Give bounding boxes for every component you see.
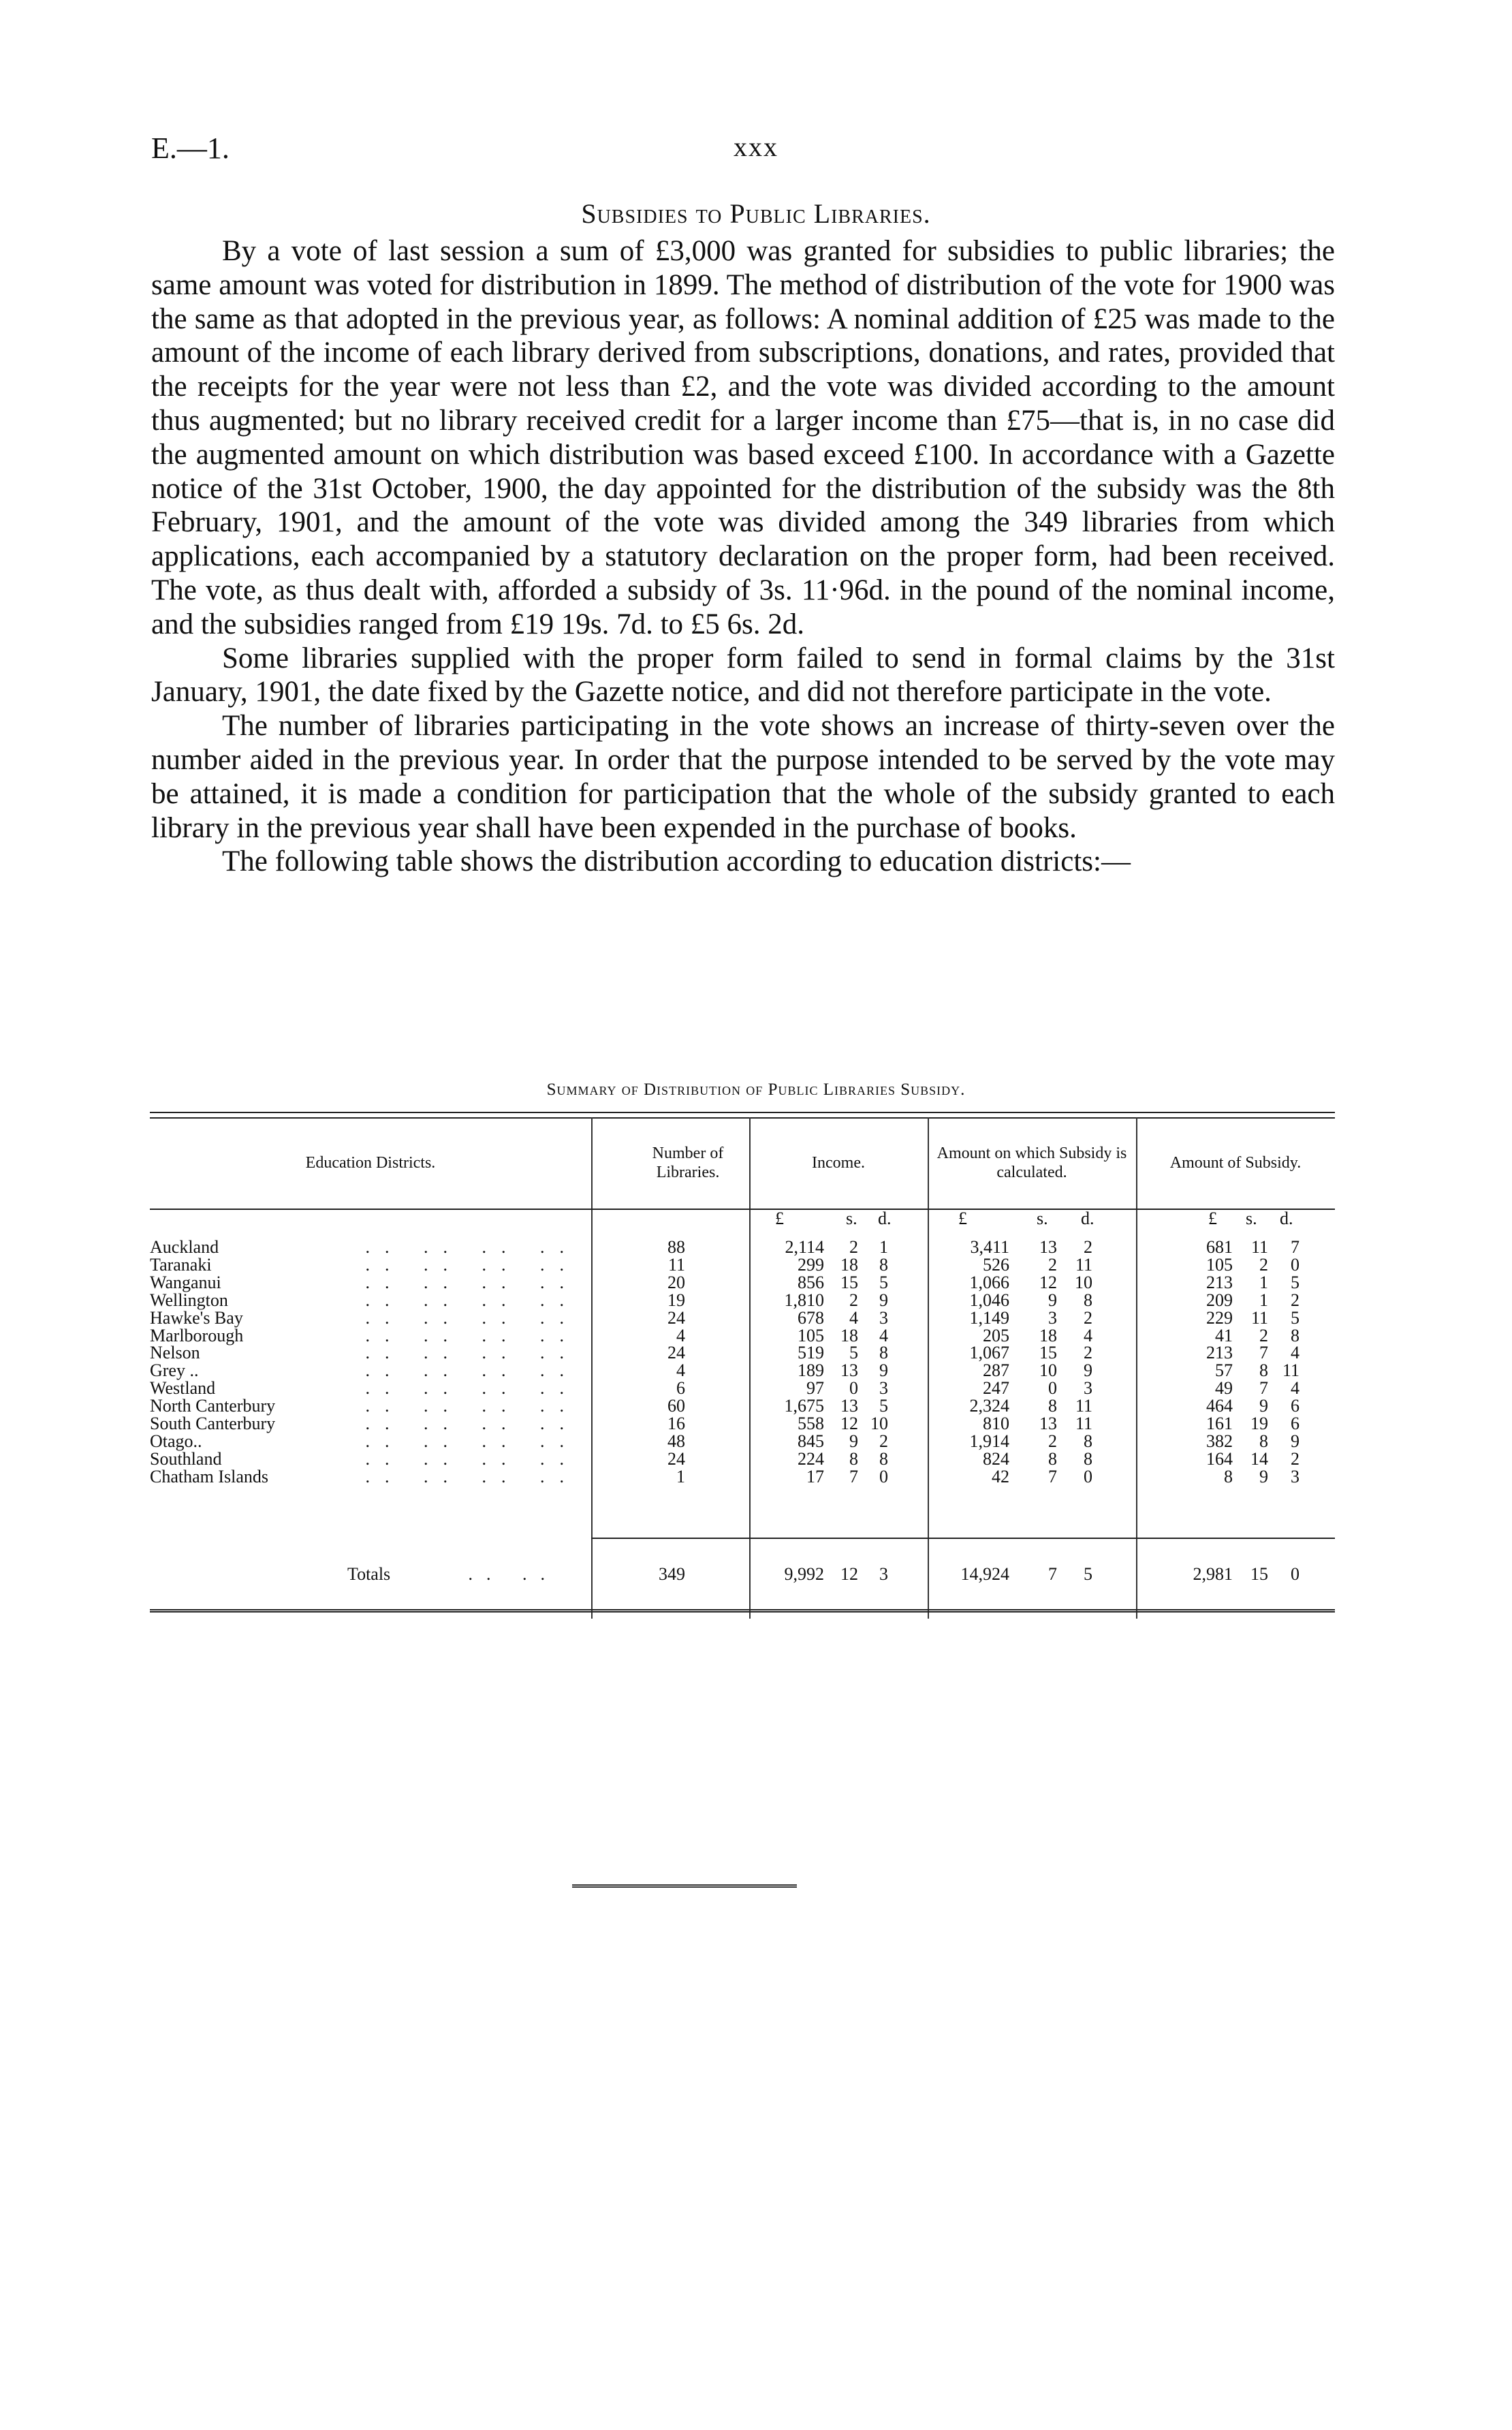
table-row	[150, 1380, 1335, 1397]
income-shillings-cell: 2	[849, 1290, 858, 1310]
leader-dots: .. .. .. ..	[365, 1307, 579, 1328]
number-of-libraries-cell: 1	[676, 1466, 685, 1486]
table-bottom-rule	[150, 1609, 1335, 1613]
amount-calculated-shillings-cell: 2	[1048, 1431, 1057, 1451]
leader-dots: .. .. .. ..	[365, 1360, 579, 1381]
amount-calculated-pence-cell: 2	[1084, 1307, 1092, 1328]
table-row	[150, 1450, 1335, 1468]
subsidy-pounds-cell: 164	[1206, 1448, 1233, 1469]
subsidy-shillings-cell: 1	[1259, 1272, 1268, 1292]
number-of-libraries-cell: 19	[667, 1290, 685, 1310]
unit-shillings: s.	[1037, 1209, 1048, 1228]
district-name: Marlborough	[150, 1325, 244, 1345]
leader-dots: .. .. .. ..	[365, 1396, 579, 1416]
amount-calculated-pounds-cell: 3,411	[970, 1237, 1009, 1257]
district-name: North Canterbury	[150, 1396, 276, 1416]
leader-dots: .. .. .. ..	[365, 1272, 579, 1292]
leader-dots: .. .. .. ..	[365, 1414, 579, 1433]
amount-calculated-shillings-cell: 8	[1048, 1396, 1057, 1416]
subsidy-pounds-cell: 382	[1206, 1431, 1233, 1451]
income-pence-cell: 8	[879, 1343, 888, 1363]
leader-dots: .. .. .. ..	[365, 1237, 579, 1257]
paragraph: By a vote of last session a sum of £3,000 was granted for subsidies to public libraries; the same amount was voted for distribution in 1899. The method of distribution of the vote for 1900 was the same as that adopted in the previous year, as follows: A nominal addition of £25 was made to the amount of the income of each library derived from subscriptions, donations, and rates, provided that the receipts for the year were not less than £2, and the vote was divided according to the amount thus augmented; but no library received credit for a larger income than £75—that is, in no case did the augmented amount on which distribution was based exceed £100. In accordance with a Gazette notice of the 31st October, 1900, the day appointed for the distribution of the subsidy was the 8th February, 1901, and the amount of the vote was divided among the 349 libraries from which applications, each accompanied by a statutory declaration on the proper form, had been received. The vote, as thus dealt with, afforded a subsidy of 3s. 11·96d. in the pound of the nominal income, and the subsidies ranged from £19 19s. 7d. to £5 6s. 2d.	[151, 235, 1335, 640]
amount-calculated-shillings-cell: 8	[1048, 1448, 1057, 1469]
leader-dots: .. .. .. ..	[365, 1448, 579, 1469]
subsidy-pence-cell: 6	[1291, 1414, 1300, 1433]
income-pence-cell: 9	[879, 1290, 888, 1310]
subsidy-pence-cell: 7	[1291, 1237, 1300, 1257]
district-name: Chatham Islands	[150, 1466, 269, 1486]
subsidy-pence-cell: 5	[1291, 1307, 1300, 1328]
number-of-libraries-cell: 20	[667, 1272, 685, 1292]
amount-calculated-pence-cell: 11	[1075, 1396, 1092, 1416]
amount-calculated-shillings-cell: 7	[1048, 1466, 1057, 1486]
totals-subsidy-shillings: 15	[1250, 1564, 1268, 1584]
amount-calculated-shillings-cell: 0	[1048, 1378, 1057, 1399]
income-pounds-cell: 1,675	[784, 1396, 824, 1416]
subsidy-shillings-cell: 8	[1259, 1360, 1268, 1381]
number-of-libraries-cell: 24	[667, 1448, 685, 1469]
amount-calculated-pence-cell: 8	[1084, 1431, 1092, 1451]
subsidy-shillings-cell: 19	[1250, 1414, 1268, 1433]
amount-calculated-pounds-cell: 810	[983, 1414, 1009, 1433]
unit-shillings: s.	[1246, 1209, 1257, 1228]
table-row	[150, 1344, 1335, 1362]
amount-calculated-pounds-cell: 2,324	[969, 1396, 1009, 1416]
totals-row	[150, 1566, 1335, 1583]
page-reference: E.—1.	[151, 131, 230, 165]
income-pence-cell: 8	[879, 1254, 888, 1275]
district-name: South Canterbury	[150, 1414, 276, 1433]
income-pence-cell: 3	[879, 1307, 888, 1328]
subsidy-shillings-cell: 2	[1259, 1254, 1268, 1275]
amount-calculated-pence-cell: 8	[1084, 1448, 1092, 1469]
number-of-libraries-cell: 4	[676, 1360, 685, 1381]
totals-subsidy-pence: 0	[1291, 1564, 1300, 1584]
amount-calculated-shillings-cell: 12	[1039, 1272, 1057, 1292]
subsidy-shillings-cell: 7	[1259, 1378, 1268, 1399]
table-row	[150, 1256, 1335, 1274]
leader-dots: .. .. .. ..	[365, 1325, 579, 1345]
amount-calculated-pounds-cell: 1,067	[969, 1343, 1009, 1363]
amount-calculated-shillings-cell: 13	[1039, 1237, 1057, 1257]
district-name: Grey ..	[150, 1360, 199, 1381]
district-name: Nelson	[150, 1343, 200, 1363]
number-of-libraries-cell: 4	[676, 1325, 685, 1345]
number-of-libraries-cell: 48	[667, 1431, 685, 1451]
subsidy-shillings-cell: 1	[1259, 1290, 1268, 1310]
amount-calculated-pounds-cell: 526	[983, 1254, 1009, 1275]
leader-dots: .. .. .. ..	[365, 1431, 579, 1451]
table-row	[150, 1433, 1335, 1450]
income-pence-cell: 2	[879, 1431, 888, 1451]
income-pence-cell: 4	[879, 1325, 888, 1345]
amount-calculated-pence-cell: 10	[1075, 1272, 1092, 1292]
totals-calc-pence: 5	[1084, 1564, 1092, 1584]
amount-calculated-pence-cell: 8	[1084, 1290, 1092, 1310]
subsidy-pounds-cell: 41	[1215, 1325, 1233, 1345]
income-pence-cell: 10	[870, 1414, 888, 1433]
amount-calculated-pounds-cell: 287	[983, 1360, 1009, 1381]
district-name: Wellington	[150, 1290, 228, 1310]
subsidy-pounds-cell: 213	[1206, 1272, 1233, 1292]
amount-calculated-pounds-cell: 1,149	[969, 1307, 1009, 1328]
income-pounds-cell: 558	[798, 1414, 824, 1433]
district-name: Auckland	[150, 1237, 219, 1257]
totals-dots: .. ..	[468, 1564, 558, 1584]
district-name: Westland	[150, 1378, 216, 1399]
income-shillings-cell: 15	[840, 1272, 858, 1292]
header-rule	[150, 1209, 1335, 1210]
leader-dots: .. .. .. ..	[365, 1378, 579, 1399]
totals-income-pence: 3	[879, 1564, 888, 1584]
amount-calculated-shillings-cell: 10	[1039, 1360, 1057, 1381]
subsidy-pence-cell: 5	[1291, 1272, 1300, 1292]
subsidy-shillings-cell: 8	[1259, 1431, 1268, 1451]
number-of-libraries-cell: 6	[676, 1378, 685, 1399]
totals-rule	[591, 1538, 1335, 1539]
leader-dots: .. .. .. ..	[365, 1343, 579, 1363]
totals-subsidy-pounds: 2,981	[1193, 1564, 1233, 1584]
income-shillings-cell: 0	[849, 1378, 858, 1399]
income-shillings-cell: 18	[840, 1325, 858, 1345]
unit-pence: d.	[878, 1209, 892, 1228]
unit-pounds: £	[958, 1209, 967, 1228]
subsidy-pence-cell: 6	[1291, 1396, 1300, 1416]
subsidy-pounds-cell: 57	[1215, 1360, 1233, 1381]
amount-calculated-pence-cell: 11	[1075, 1414, 1092, 1433]
leader-dots: .. .. .. ..	[365, 1290, 579, 1310]
subsidy-pounds-cell: 161	[1206, 1414, 1233, 1433]
subsidy-shillings-cell: 2	[1259, 1325, 1268, 1345]
subsidy-pence-cell: 3	[1291, 1466, 1300, 1486]
number-of-libraries-cell: 11	[667, 1254, 685, 1275]
income-pounds-cell: 856	[798, 1272, 824, 1292]
column-header-number: Number of Libraries.	[652, 1144, 724, 1181]
column-header-amount-calculated: Amount on which Subsidy is calculated.	[936, 1144, 1127, 1181]
subsidy-pence-cell: 0	[1291, 1254, 1300, 1275]
table-row	[150, 1362, 1335, 1380]
income-pounds-cell: 17	[806, 1466, 824, 1486]
column-header-district: Education Districts.	[305, 1154, 436, 1172]
totals-calc-pounds: 14,924	[960, 1564, 1009, 1584]
amount-calculated-pounds-cell: 1,914	[969, 1431, 1009, 1451]
unit-pounds: £	[775, 1209, 784, 1228]
page-number: xxx	[734, 131, 778, 162]
income-shillings-cell: 9	[849, 1431, 858, 1451]
district-name: Hawke's Bay	[150, 1307, 243, 1328]
income-shillings-cell: 12	[840, 1414, 858, 1433]
paragraph: The number of libraries participating in the vote shows an increase of thirty-seven over the number aided in the previous year. In order that the purpose intended to be served by the vote may be attained, it is made a condition for participation that the whole of the subsidy granted to each library in the previous year shall have been expended in the purchase of books.	[151, 710, 1335, 844]
income-pounds-cell: 299	[798, 1254, 824, 1275]
district-name: Otago..	[150, 1431, 202, 1451]
amount-calculated-shillings-cell: 13	[1039, 1414, 1057, 1433]
table-row	[150, 1274, 1335, 1292]
table-row	[150, 1292, 1335, 1309]
subsidy-shillings-cell: 14	[1250, 1448, 1268, 1469]
table-row	[150, 1468, 1335, 1486]
totals-income-pounds: 9,992	[784, 1564, 824, 1584]
amount-calculated-pounds-cell: 205	[983, 1325, 1009, 1345]
subsidy-shillings-cell: 11	[1250, 1237, 1268, 1257]
subsidy-pence-cell: 11	[1282, 1360, 1300, 1381]
table-top-rule	[150, 1112, 1335, 1113]
totals-number: 349	[659, 1564, 685, 1584]
totals-calc-shillings: 7	[1048, 1564, 1057, 1584]
number-of-libraries-cell: 60	[667, 1396, 685, 1416]
subsidy-pounds-cell: 681	[1206, 1237, 1233, 1257]
amount-calculated-pounds-cell: 247	[983, 1378, 1009, 1399]
leader-dots: .. .. .. ..	[365, 1466, 579, 1486]
unit-pence: d.	[1280, 1209, 1293, 1228]
column-header-income: Income.	[812, 1154, 865, 1172]
subsidy-pence-cell: 9	[1291, 1431, 1300, 1451]
income-pence-cell: 5	[879, 1272, 888, 1292]
income-shillings-cell: 4	[849, 1307, 858, 1328]
income-shillings-cell: 8	[849, 1448, 858, 1469]
amount-calculated-pence-cell: 11	[1075, 1254, 1092, 1275]
subsidy-pence-cell: 2	[1291, 1448, 1300, 1469]
income-pence-cell: 8	[879, 1448, 888, 1469]
income-pounds-cell: 97	[806, 1378, 824, 1399]
number-of-libraries-cell: 24	[667, 1307, 685, 1328]
subsidy-pounds-cell: 49	[1215, 1378, 1233, 1399]
table-row	[150, 1327, 1335, 1345]
income-pence-cell: 5	[879, 1396, 888, 1416]
amount-calculated-pence-cell: 2	[1084, 1237, 1092, 1257]
subsidy-shillings-cell: 9	[1259, 1466, 1268, 1486]
income-shillings-cell: 5	[849, 1343, 858, 1363]
subsidy-pounds-cell: 209	[1206, 1290, 1233, 1310]
amount-calculated-pounds-cell: 824	[983, 1448, 1009, 1469]
amount-calculated-pounds-cell: 1,046	[969, 1290, 1009, 1310]
income-pounds-cell: 189	[798, 1360, 824, 1381]
subsidy-pounds-cell: 464	[1206, 1396, 1233, 1416]
income-pence-cell: 9	[879, 1360, 888, 1381]
income-pounds-cell: 845	[798, 1431, 824, 1451]
income-pounds-cell: 224	[798, 1448, 824, 1469]
income-pounds-cell: 678	[798, 1307, 824, 1328]
subsidy-pounds-cell: 229	[1206, 1307, 1233, 1328]
subsidy-pence-cell: 8	[1291, 1325, 1300, 1345]
unit-pence: d.	[1081, 1209, 1094, 1228]
section-title: Subsidies to Public Libraries.	[581, 198, 931, 229]
totals-label: Totals	[347, 1564, 391, 1584]
income-pence-cell: 0	[879, 1466, 888, 1486]
amount-calculated-shillings-cell: 15	[1039, 1343, 1057, 1363]
number-of-libraries-cell: 16	[667, 1414, 685, 1433]
district-name: Taranaki	[150, 1254, 212, 1275]
table-row	[150, 1397, 1335, 1415]
amount-calculated-shillings-cell: 18	[1039, 1325, 1057, 1345]
subsidy-shillings-cell: 11	[1250, 1307, 1268, 1328]
amount-calculated-pence-cell: 9	[1084, 1360, 1092, 1381]
unit-pounds: £	[1208, 1209, 1217, 1228]
paragraph: The following table shows the distribution according to education districts:—	[222, 845, 1131, 878]
subsidy-shillings-cell: 9	[1259, 1396, 1268, 1416]
district-name: Wanganui	[150, 1272, 221, 1292]
subsidy-pence-cell: 4	[1291, 1343, 1300, 1363]
amount-calculated-pounds-cell: 42	[992, 1466, 1009, 1486]
subsidy-pounds-cell: 213	[1206, 1343, 1233, 1363]
number-of-libraries-cell: 24	[667, 1343, 685, 1363]
amount-calculated-pence-cell: 3	[1084, 1378, 1092, 1399]
income-shillings-cell: 13	[840, 1360, 858, 1381]
unit-shillings: s.	[846, 1209, 857, 1228]
income-pence-cell: 1	[879, 1237, 888, 1257]
amount-calculated-pounds-cell: 1,066	[969, 1272, 1009, 1292]
leader-dots: .. .. .. ..	[365, 1254, 579, 1275]
subsidy-shillings-cell: 7	[1259, 1343, 1268, 1363]
table-row	[150, 1239, 1335, 1256]
totals-income-shillings: 12	[840, 1564, 858, 1584]
subsidy-pounds-cell: 8	[1224, 1466, 1233, 1486]
table-row	[150, 1309, 1335, 1327]
paragraph: Some libraries supplied with the proper form failed to send in formal claims by the 31st January, 1901, the date fixed by the Gazette notice, and did not therefore participate in the vote.	[151, 642, 1335, 708]
district-name: Southland	[150, 1448, 222, 1469]
income-shillings-cell: 18	[840, 1254, 858, 1275]
amount-calculated-shillings-cell: 3	[1048, 1307, 1057, 1328]
income-shillings-cell: 2	[849, 1237, 858, 1257]
subsidy-pounds-cell: 105	[1206, 1254, 1233, 1275]
column-header-subsidy: Amount of Subsidy.	[1169, 1154, 1302, 1172]
amount-calculated-pence-cell: 2	[1084, 1343, 1092, 1363]
income-pence-cell: 3	[879, 1378, 888, 1399]
income-shillings-cell: 7	[849, 1466, 858, 1486]
income-shillings-cell: 13	[840, 1396, 858, 1416]
table-row	[150, 1415, 1335, 1433]
body-text	[151, 234, 1335, 879]
income-pounds-cell: 1,810	[784, 1290, 824, 1310]
income-pounds-cell: 519	[798, 1343, 824, 1363]
subsidy-pence-cell: 4	[1291, 1378, 1300, 1399]
closing-rule	[572, 1884, 797, 1888]
amount-calculated-pence-cell: 0	[1084, 1466, 1092, 1486]
number-of-libraries-cell: 88	[667, 1237, 685, 1257]
amount-calculated-shillings-cell: 2	[1048, 1254, 1057, 1275]
amount-calculated-shillings-cell: 9	[1048, 1290, 1057, 1310]
table-title: Summary of Distribution of Public Libraries Subsidy.	[546, 1080, 966, 1099]
subsidy-pence-cell: 2	[1291, 1290, 1300, 1310]
amount-calculated-pence-cell: 4	[1084, 1325, 1092, 1345]
income-pounds-cell: 105	[798, 1325, 824, 1345]
income-pounds-cell: 2,114	[785, 1237, 824, 1257]
